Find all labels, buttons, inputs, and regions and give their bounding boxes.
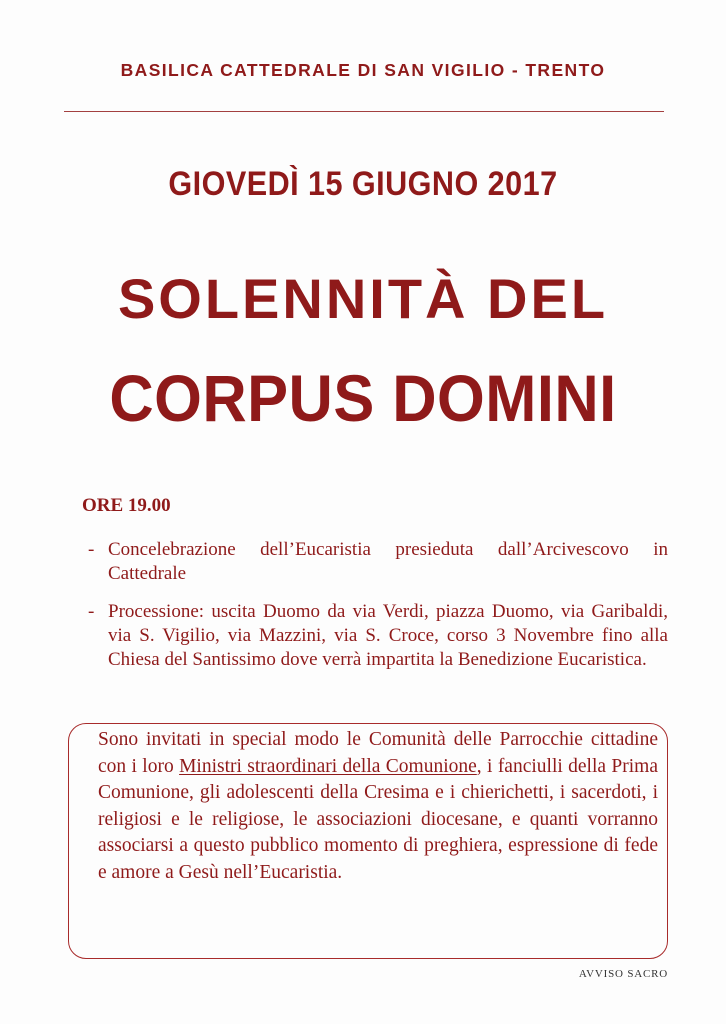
schedule-item-procession [88, 600, 668, 672]
invitation-text-before: Sono invitati in special modo le Comunità delle Parrocchie cittadine con i loro [98, 729, 658, 777]
header-divider [64, 111, 664, 112]
schedule-item-text: Concelebrazione dell’Eucaristia presieduta dall’Arcivescovo in Cattedrale [108, 539, 668, 584]
schedule-item-mass [88, 538, 668, 586]
invitation-underlined-text: Ministri straordinari della Comunione [179, 755, 477, 777]
invitation-text [98, 727, 658, 886]
event-time: ORE 19.00 [82, 495, 171, 516]
invitation-text-after: , i fanciulli della Prima Comunione, gli adolescenti della Cresima e i chierichetti, i sacerdoti, i religiosi e le religiose, le associazioni diocesane, e quanti vorranno associarsi a questo pubblico momento di preghiera, espressione di fede e amore a Gesù nell’Eucaristia. [98, 755, 658, 883]
list-dash: - [88, 601, 95, 622]
footer-label: AVVISO SACRO [578, 968, 668, 980]
church-name-header: BASILICA CATTEDRALE DI SAN VIGILIO - TRENTO [120, 60, 606, 80]
event-title-line-2: CORPUS DOMINI [109, 361, 617, 435]
schedule-item-text: Processione: uscita Duomo da via Verdi, piazza Duomo, via Garibaldi, via S. Vigilio, via Mazzini, via S. Croce, corso 3 Novembre fino alla Chiesa del Santissimo dove verrà impartita la Benedizione Eucaristica. [108, 601, 668, 670]
event-title-line-1: SOLENNITÀ DEL [117, 267, 609, 330]
event-date: GIOVEDÌ 15 GIUGNO 2017 [168, 165, 558, 203]
list-dash: - [88, 539, 95, 560]
